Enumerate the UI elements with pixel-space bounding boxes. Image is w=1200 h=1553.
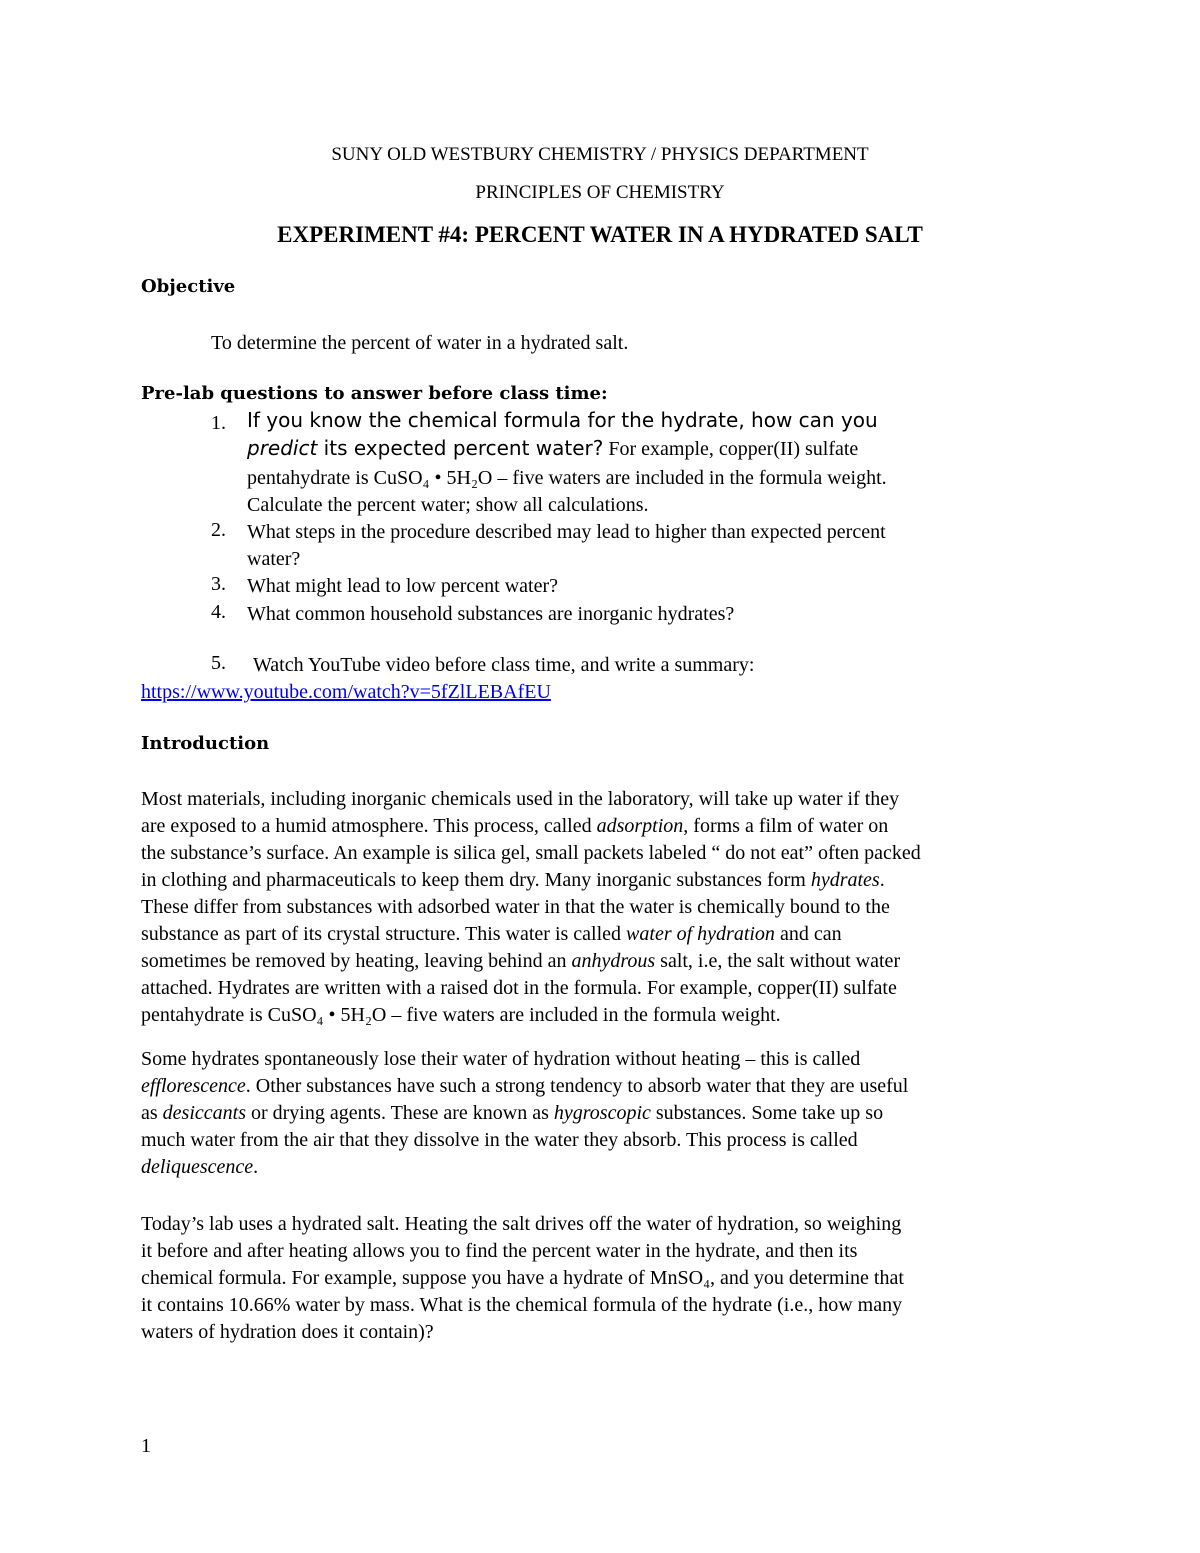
intro-p2-line: efflorescence. Other substances have such a strong tendency to absorb water that they are useful [141,1075,909,1097]
intro-p3-line: chemical formula. For example, suppose you have a hydrate of MnSO₄, and you determine that [141,1267,904,1289]
intro-p1-line: in clothing and pharmaceuticals to keep them dry. Many inorganic substances form hydrates. [141,869,885,891]
question-4-number: 4. [211,601,226,623]
intro-p1-line: pentahydrate is CuSO₄ • 5H₂O – five waters are included in the formula weight. [141,1004,781,1026]
intro-p3-line: Today’s lab uses a hydrated salt. Heating the salt drives off the water of hydration, so weighing [141,1213,902,1235]
page-number: 1 [141,1435,151,1457]
question-5-text: Watch YouTube video before class time, and write a summary: [253,654,755,676]
question-1-line4: Calculate the percent water; show all calculations. [247,494,649,516]
question-4-text: What common household substances are inorganic hydrates? [247,603,735,625]
prelab-heading: Pre-lab questions to answer before class time: [141,383,608,404]
question-2-line2: water? [247,548,301,570]
department-header: SUNY OLD WESTBURY CHEMISTRY / PHYSICS DEPARTMENT [331,144,869,165]
intro-paragraph-3 [141,1211,1071,1346]
question-2-line1: What steps in the procedure described may lead to higher than expected percent [247,521,886,543]
intro-p3-line: it contains 10.66% water by mass. What is the chemical formula of the hydrate (i.e., how many [141,1294,903,1316]
intro-p1-line: substance as part of its crystal structure. This water is called water of hydration and can [141,923,842,945]
question-1-line2 [247,436,858,461]
question-1-predict: predict [247,436,318,460]
intro-p1-line: Most materials, including inorganic chemicals used in the laboratory, will take up water if they [141,788,900,810]
question-1-lead: If you know the chemical formula for the hydrate, how can you [247,408,878,432]
question-1-line3: pentahydrate is CuSO₄ • 5H₂O – five waters are included in the formula weight. [247,467,887,489]
intro-p3-line: waters of hydration does it contain)? [141,1321,434,1343]
introduction-heading: Introduction [141,733,270,754]
objective-text: To determine the percent of water in a hydrated salt. [211,332,629,354]
question-1-lead-rest: its expected percent water? [317,436,604,460]
objective-heading: Objective [141,276,236,297]
intro-p2-line: as desiccants or drying agents. These are known as hygroscopic substances. Some take up so [141,1102,884,1124]
intro-p2-line: much water from the air that they dissolve in the water they absorb. This process is called [141,1129,858,1151]
intro-p2-line: Some hydrates spontaneously lose their water of hydration without heating – this is called [141,1048,861,1070]
question-2-number: 2. [211,519,226,541]
intro-p1-line: These differ from substances with adsorbed water in that the water is chemically bound to the [141,896,890,918]
question-1-tail: For example, copper(II) sulfate [603,438,859,460]
question-5-number: 5. [211,652,226,674]
intro-p1-line: sometimes be removed by heating, leaving behind an anhydrous salt, i.e, the salt without water [141,950,901,972]
question-1-number: 1. [211,412,226,434]
experiment-title: EXPERIMENT #4: PERCENT WATER IN A HYDRATED SALT [277,222,923,247]
intro-p1-line: attached. Hydrates are written with a raised dot in the formula. For example, copper(II) sulfate [141,977,897,999]
question-3-number: 3. [211,573,226,595]
course-header: PRINCIPLES OF CHEMISTRY [475,182,725,203]
intro-p3-line: it before and after heating allows you to find the percent water in the hydrate, and then its [141,1240,858,1262]
intro-paragraph-1 [141,786,1071,1029]
intro-p2-line: deliquescence. [141,1156,259,1178]
intro-p1-line: are exposed to a humid atmosphere. This process, called adsorption, forms a film of water on [141,815,889,837]
question-3-text: What might lead to low percent water? [247,575,558,597]
intro-paragraph-2 [141,1046,1071,1181]
intro-p1-line: the substance’s surface. An example is silica gel, small packets labeled “ do not eat” often packed [141,842,921,864]
youtube-link[interactable]: https://www.youtube.com/watch?v=5fZlLEBAfEU [141,681,551,703]
